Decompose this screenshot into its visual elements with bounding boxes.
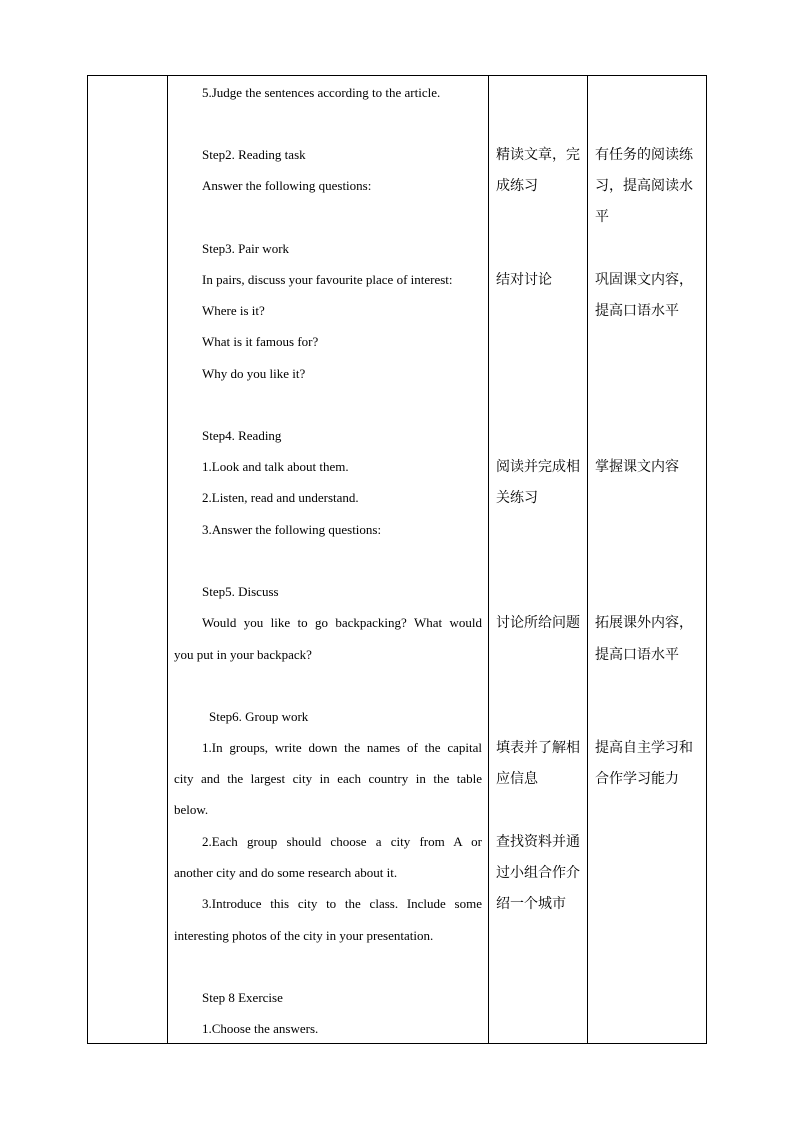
activity-line: Answer the following questions: [202, 178, 372, 193]
activity-line: Where is it? [202, 303, 265, 318]
activity-line: 2.Each group should choose a city from A or [202, 834, 482, 849]
activity-line: 5.Judge the sentences according to the article. [202, 85, 441, 100]
student-activity-line: 查找资料并通 [496, 834, 580, 850]
student-activity-line: 成练习 [496, 178, 538, 194]
student-activity-line: 过小组合作介 [496, 865, 580, 881]
student-activity-line: 关练习 [496, 490, 538, 506]
student-activity-cell [489, 76, 587, 1043]
student-activity-line: 讨论所给问题 [496, 615, 580, 631]
student-activity-line: 应信息 [496, 771, 538, 787]
activity-line: you put in your backpack? [174, 647, 312, 662]
lesson-plan-table [87, 75, 707, 1044]
activity-line: Would you like to go backpacking? What would [202, 615, 482, 630]
step8-heading: Step 8 Exercise [202, 990, 283, 1005]
design-intent-line: 巩固课文内容， [595, 272, 693, 288]
design-intent-line: 拓展课外内容， [595, 615, 693, 631]
student-activity-line: 绍一个城市 [496, 896, 566, 912]
empty-stage-cell [88, 76, 167, 1043]
activity-line: below. [174, 802, 209, 817]
teaching-activities-cell [168, 76, 488, 1043]
activity-line: 2.Listen, read and understand. [202, 490, 359, 505]
student-activity-line: 精读文章，完 [496, 147, 580, 163]
student-activity-line: 结对讨论 [496, 272, 552, 288]
design-intent-line: 提高自主学习和 [595, 740, 693, 756]
activity-line: Why do you like it? [202, 366, 306, 381]
step3-heading: Step3. Pair work [202, 241, 290, 256]
design-intent-line: 平 [595, 209, 609, 225]
design-intent-line: 习，提高阅读水 [595, 178, 693, 194]
student-activity-line: 填表并了解相 [496, 740, 580, 756]
step6-heading: Step6. Group work [209, 709, 309, 724]
design-intent-line: 合作学习能力 [595, 771, 679, 787]
activity-line: 3.Answer the following questions: [202, 522, 382, 537]
design-intent-line: 掌握课文内容 [595, 459, 679, 475]
activity-line: another city and do some research about it. [174, 865, 398, 880]
activity-line: 1.Choose the answers. [202, 1021, 319, 1036]
activity-line: What is it famous for? [202, 334, 319, 349]
student-activity-line: 阅读并完成相 [496, 459, 580, 475]
design-intent-cell [588, 76, 706, 1043]
activity-line: In pairs, discuss your favourite place of interest: [202, 272, 453, 287]
design-intent-line: 提高口语水平 [595, 303, 679, 319]
step4-heading: Step4. Reading [202, 428, 282, 443]
activity-line: interesting photos of the city in your presentation. [174, 928, 434, 943]
design-intent-line: 有任务的阅读练 [595, 147, 693, 163]
activity-line: 1.In groups, write down the names of the capital [202, 740, 482, 755]
step5-heading: Step5. Discuss [202, 584, 279, 599]
step2-heading: Step2. Reading task [202, 147, 306, 162]
design-intent-line: 提高口语水平 [595, 647, 679, 663]
activity-line: 1.Look and talk about them. [202, 459, 349, 474]
activity-line: 3.Introduce this city to the class. Include some [202, 896, 482, 911]
activity-line: city and the largest city in each country in the table [174, 771, 482, 786]
